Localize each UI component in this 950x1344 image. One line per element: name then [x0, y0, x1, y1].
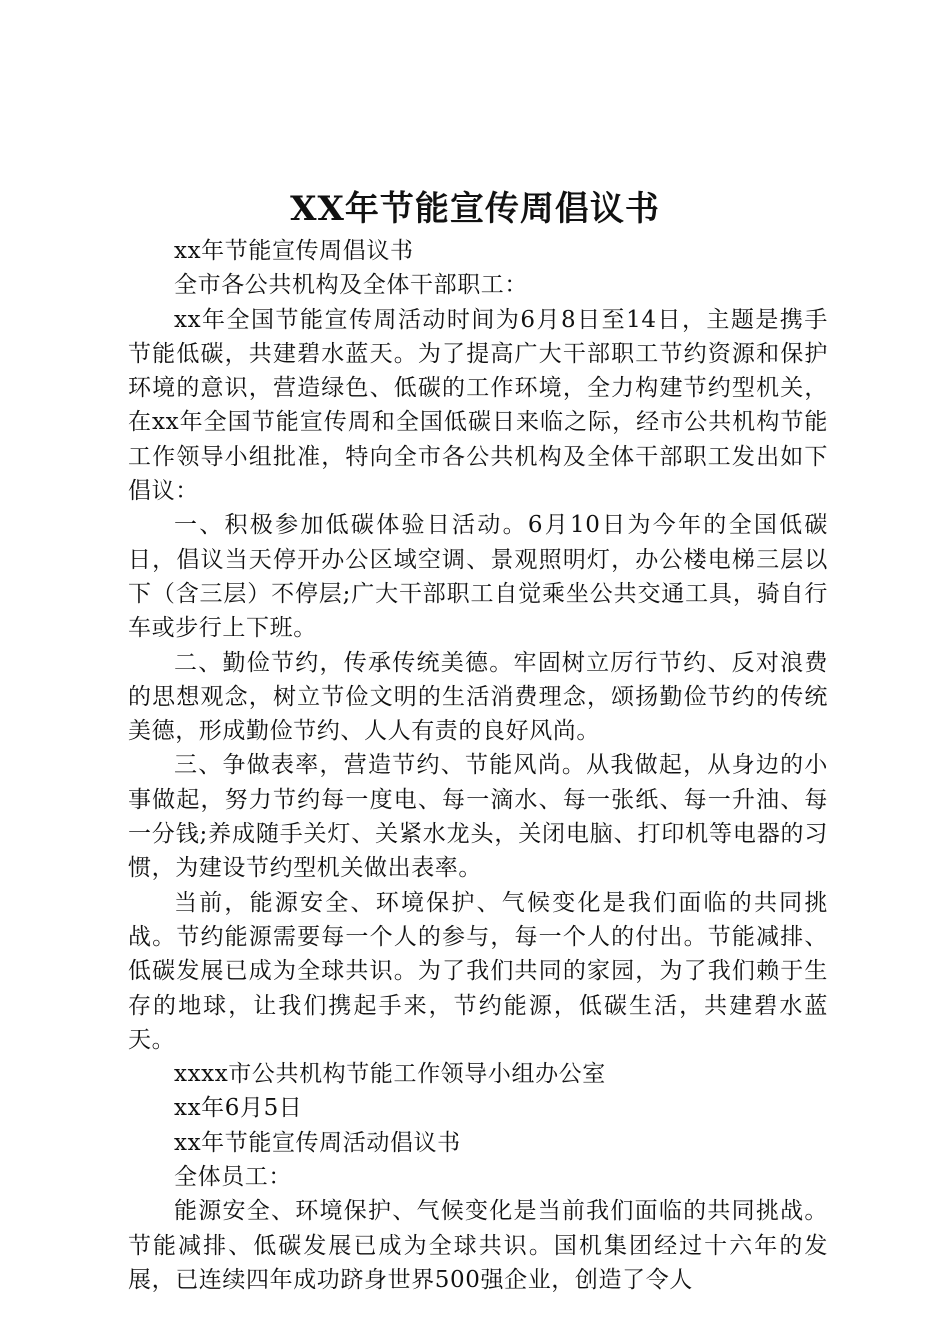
- body-paragraph-1: 一、积极参加低碳体验日活动。6月10日为今年的全国低碳日，倡议当天停开办公区域空调、景观照明灯，办公楼电梯三层以下（含三层）不停层;广大干部职工自觉乘坐公共交通工具，骑自行车或步行上下班。: [128, 512, 828, 642]
- body-paragraph-intro: xx年全国节能宣传周活动时间为6月8日至14日，主题是携手节能低碳，共建碧水蓝天。为了提高广大干部职工节约资源和保护环境的意识，营造绿色、低碳的工作环境，全力构建节约型机关，在xx年全国节能宣传周和全国低碳日来临之际，经市公共机构节能工作领导小组批准，特向全市各公共机构及全体干部职工发出如下倡议：: [128, 306, 828, 505]
- second-title-line: xx年节能宣传周活动倡议书: [174, 1129, 461, 1156]
- body-paragraph-2: 二、勤俭节约，传承传统美德。牢固树立厉行节约、反对浪费的思想观念，树立节俭文明的生活消费理念，颂扬勤俭节约的传统美德，形成勤俭节约、人人有责的良好风尚。: [128, 649, 828, 745]
- document-title: XX年节能宣传周倡议书: [290, 189, 660, 229]
- subtitle-line: xx年节能宣传周倡议书: [174, 238, 414, 264]
- signature-line: xxxx市公共机构节能工作领导小组办公室: [174, 1061, 606, 1088]
- body-paragraph-3: 三、争做表率，营造节约、节能风尚。从我做起，从身边的小事做起，努力节约每一度电、每一滴水、每一张纸、每一升油、每一分钱;养成随手关灯、关紧水龙头，关闭电脑、打印机等电器的习惯，为建设节约型机关做出表率。: [128, 752, 828, 882]
- salutation-line: 全市各公共机构及全体干部职工：: [174, 272, 528, 299]
- date-line: xx年6月5日: [174, 1095, 303, 1122]
- document-body: [128, 234, 828, 1297]
- second-body-paragraph: 能源安全、环境保护、气候变化是当前我们面临的共同挑战。节能减排、低碳发展已成为全球共识。国机集团经过十六年的发展，已连续四年成功跻身世界500强企业，创造了令人: [128, 1198, 828, 1293]
- body-paragraph-closing: 当前，能源安全、环境保护、气候变化是我们面临的共同挑战。节约能源需要每一个人的参与，每一个人的付出。节能减排、低碳发展已成为全球共识。为了我们共同的家园，为了我们赖于生存的地球，让我们携起手来，节约能源，低碳生活，共建碧水蓝天。: [128, 889, 828, 1053]
- second-salutation-line: 全体员工：: [174, 1164, 292, 1191]
